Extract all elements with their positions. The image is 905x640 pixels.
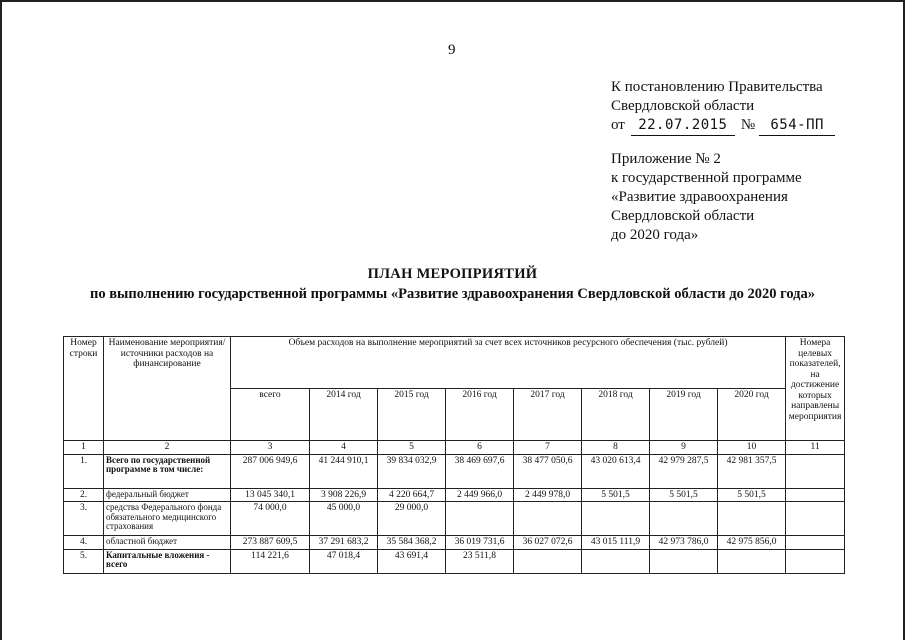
row-name: средства Федерального фонда обязательного медицинского страхования xyxy=(104,502,231,536)
row-number: 5. xyxy=(64,549,104,573)
row-value-2018 xyxy=(582,502,650,536)
row-targets xyxy=(786,454,845,488)
table-row xyxy=(64,502,845,536)
appendix-line: «Развитие здравоохранения xyxy=(611,189,788,205)
row-value-2014: 37 291 683,2 xyxy=(310,536,378,550)
column-number: 10 xyxy=(718,441,786,455)
row-value-2017 xyxy=(514,549,582,573)
row-value-2016 xyxy=(446,502,514,536)
appendix-line: к государственной программе xyxy=(611,170,802,186)
table-row xyxy=(64,536,845,550)
table-row xyxy=(64,549,845,573)
row-value-2014: 3 908 226,9 xyxy=(310,488,378,502)
row-value-2020: 42 975 856,0 xyxy=(718,536,786,550)
row-value-2019: 5 501,5 xyxy=(650,488,718,502)
document-title: ПЛАН МЕРОПРИЯТИЙ xyxy=(367,266,538,282)
row-value-2018: 43 020 613,4 xyxy=(582,454,650,488)
header-col-2020: 2020 год xyxy=(718,389,786,441)
column-number: 8 xyxy=(582,441,650,455)
decree-number-sign: № xyxy=(740,117,756,133)
header-col-2017: 2017 год xyxy=(514,389,582,441)
header-volume: Объем расходов на выполнение мероприятий за счет всех источников ресурсного обеспечения (тыс. рублей) xyxy=(231,337,786,389)
row-value-2016: 23 511,8 xyxy=(446,549,514,573)
appendix-block xyxy=(611,150,802,245)
column-numbers-row xyxy=(64,441,845,455)
header-col-2016: 2016 год xyxy=(446,389,514,441)
row-value-total: 287 006 949,6 xyxy=(231,454,310,488)
row-value-2015: 43 691,4 xyxy=(378,549,446,573)
row-number: 4. xyxy=(64,536,104,550)
row-value-2020 xyxy=(718,502,786,536)
row-targets xyxy=(786,549,845,573)
row-value-2017: 36 027 072,6 xyxy=(514,536,582,550)
appendix-line: Приложение № 2 xyxy=(611,151,721,167)
row-value-total: 74 000,0 xyxy=(231,502,310,536)
row-value-2017 xyxy=(514,502,582,536)
row-value-2016: 2 449 966,0 xyxy=(446,488,514,502)
row-value-total: 114 221,6 xyxy=(231,549,310,573)
page-top-border xyxy=(0,0,905,2)
header-col-2018: 2018 год xyxy=(582,389,650,441)
column-number: 3 xyxy=(231,441,310,455)
row-value-2015: 39 834 032,9 xyxy=(378,454,446,488)
column-number: 1 xyxy=(64,441,104,455)
column-number: 7 xyxy=(514,441,582,455)
plan-table xyxy=(63,336,845,574)
row-value-2015: 29 000,0 xyxy=(378,502,446,536)
row-value-2014: 45 000,0 xyxy=(310,502,378,536)
header-name: Наименование мероприятия/источники расходов на финансирование xyxy=(104,337,231,441)
table-header-row xyxy=(64,337,845,389)
row-value-2014: 41 244 910,1 xyxy=(310,454,378,488)
row-value-total: 273 887 609,5 xyxy=(231,536,310,550)
header-col-2015: 2015 год xyxy=(378,389,446,441)
row-value-2018: 43 015 111,9 xyxy=(582,536,650,550)
table-row xyxy=(64,488,845,502)
decree-date-number-row xyxy=(611,116,835,136)
row-value-2018: 5 501,5 xyxy=(582,488,650,502)
column-number: 11 xyxy=(786,441,845,455)
decree-number: 654-ПП xyxy=(759,116,835,136)
appendix-line: до 2020 года» xyxy=(611,227,699,243)
decree-reference xyxy=(611,78,835,136)
decree-date: 22.07.2015 xyxy=(631,116,735,136)
page-number: 9 xyxy=(448,42,456,58)
row-value-total: 13 045 340,1 xyxy=(231,488,310,502)
table-row xyxy=(64,454,845,488)
row-value-2019 xyxy=(650,549,718,573)
header-col-2014: 2014 год xyxy=(310,389,378,441)
appendix-line: Свердловской области xyxy=(611,208,755,224)
row-value-2014: 47 018,4 xyxy=(310,549,378,573)
row-value-2020 xyxy=(718,549,786,573)
document-subtitle: по выполнению государственной программы «Развитие здравоохранения Свердловской области до 2020 года» xyxy=(90,286,815,302)
decree-from-label: от xyxy=(611,117,625,133)
row-value-2016: 36 019 731,6 xyxy=(446,536,514,550)
row-value-2017: 38 477 050,6 xyxy=(514,454,582,488)
header-targets: Номера целевых показателей, на достижение которых направлены мероприятия xyxy=(786,337,845,441)
column-number: 6 xyxy=(446,441,514,455)
row-value-2018 xyxy=(582,549,650,573)
row-value-2019: 42 973 786,0 xyxy=(650,536,718,550)
column-number: 5 xyxy=(378,441,446,455)
decree-line-2: Свердловской области xyxy=(611,98,755,114)
column-number: 9 xyxy=(650,441,718,455)
row-number: 3. xyxy=(64,502,104,536)
row-value-2019 xyxy=(650,502,718,536)
page-left-border xyxy=(0,0,2,640)
column-number: 4 xyxy=(310,441,378,455)
row-targets xyxy=(786,488,845,502)
row-name: федеральный бюджет xyxy=(104,488,231,502)
row-name: Всего по государственной программе в том числе: xyxy=(104,454,231,488)
row-value-2020: 42 981 357,5 xyxy=(718,454,786,488)
header-col-2019: 2019 год xyxy=(650,389,718,441)
row-name: Капитальные вложения - всего xyxy=(104,549,231,573)
row-value-2015: 35 584 368,2 xyxy=(378,536,446,550)
header-row-number: Номер строки xyxy=(64,337,104,441)
column-number: 2 xyxy=(104,441,231,455)
header-col-total: всего xyxy=(231,389,310,441)
row-targets xyxy=(786,536,845,550)
row-value-2020: 5 501,5 xyxy=(718,488,786,502)
row-name: областной бюджет xyxy=(104,536,231,550)
row-value-2016: 38 469 697,6 xyxy=(446,454,514,488)
row-value-2019: 42 979 287,5 xyxy=(650,454,718,488)
row-value-2015: 4 220 664,7 xyxy=(378,488,446,502)
row-number: 2. xyxy=(64,488,104,502)
decree-line-1: К постановлению Правительства xyxy=(611,79,823,95)
row-targets xyxy=(786,502,845,536)
row-number: 1. xyxy=(64,454,104,488)
row-value-2017: 2 449 978,0 xyxy=(514,488,582,502)
